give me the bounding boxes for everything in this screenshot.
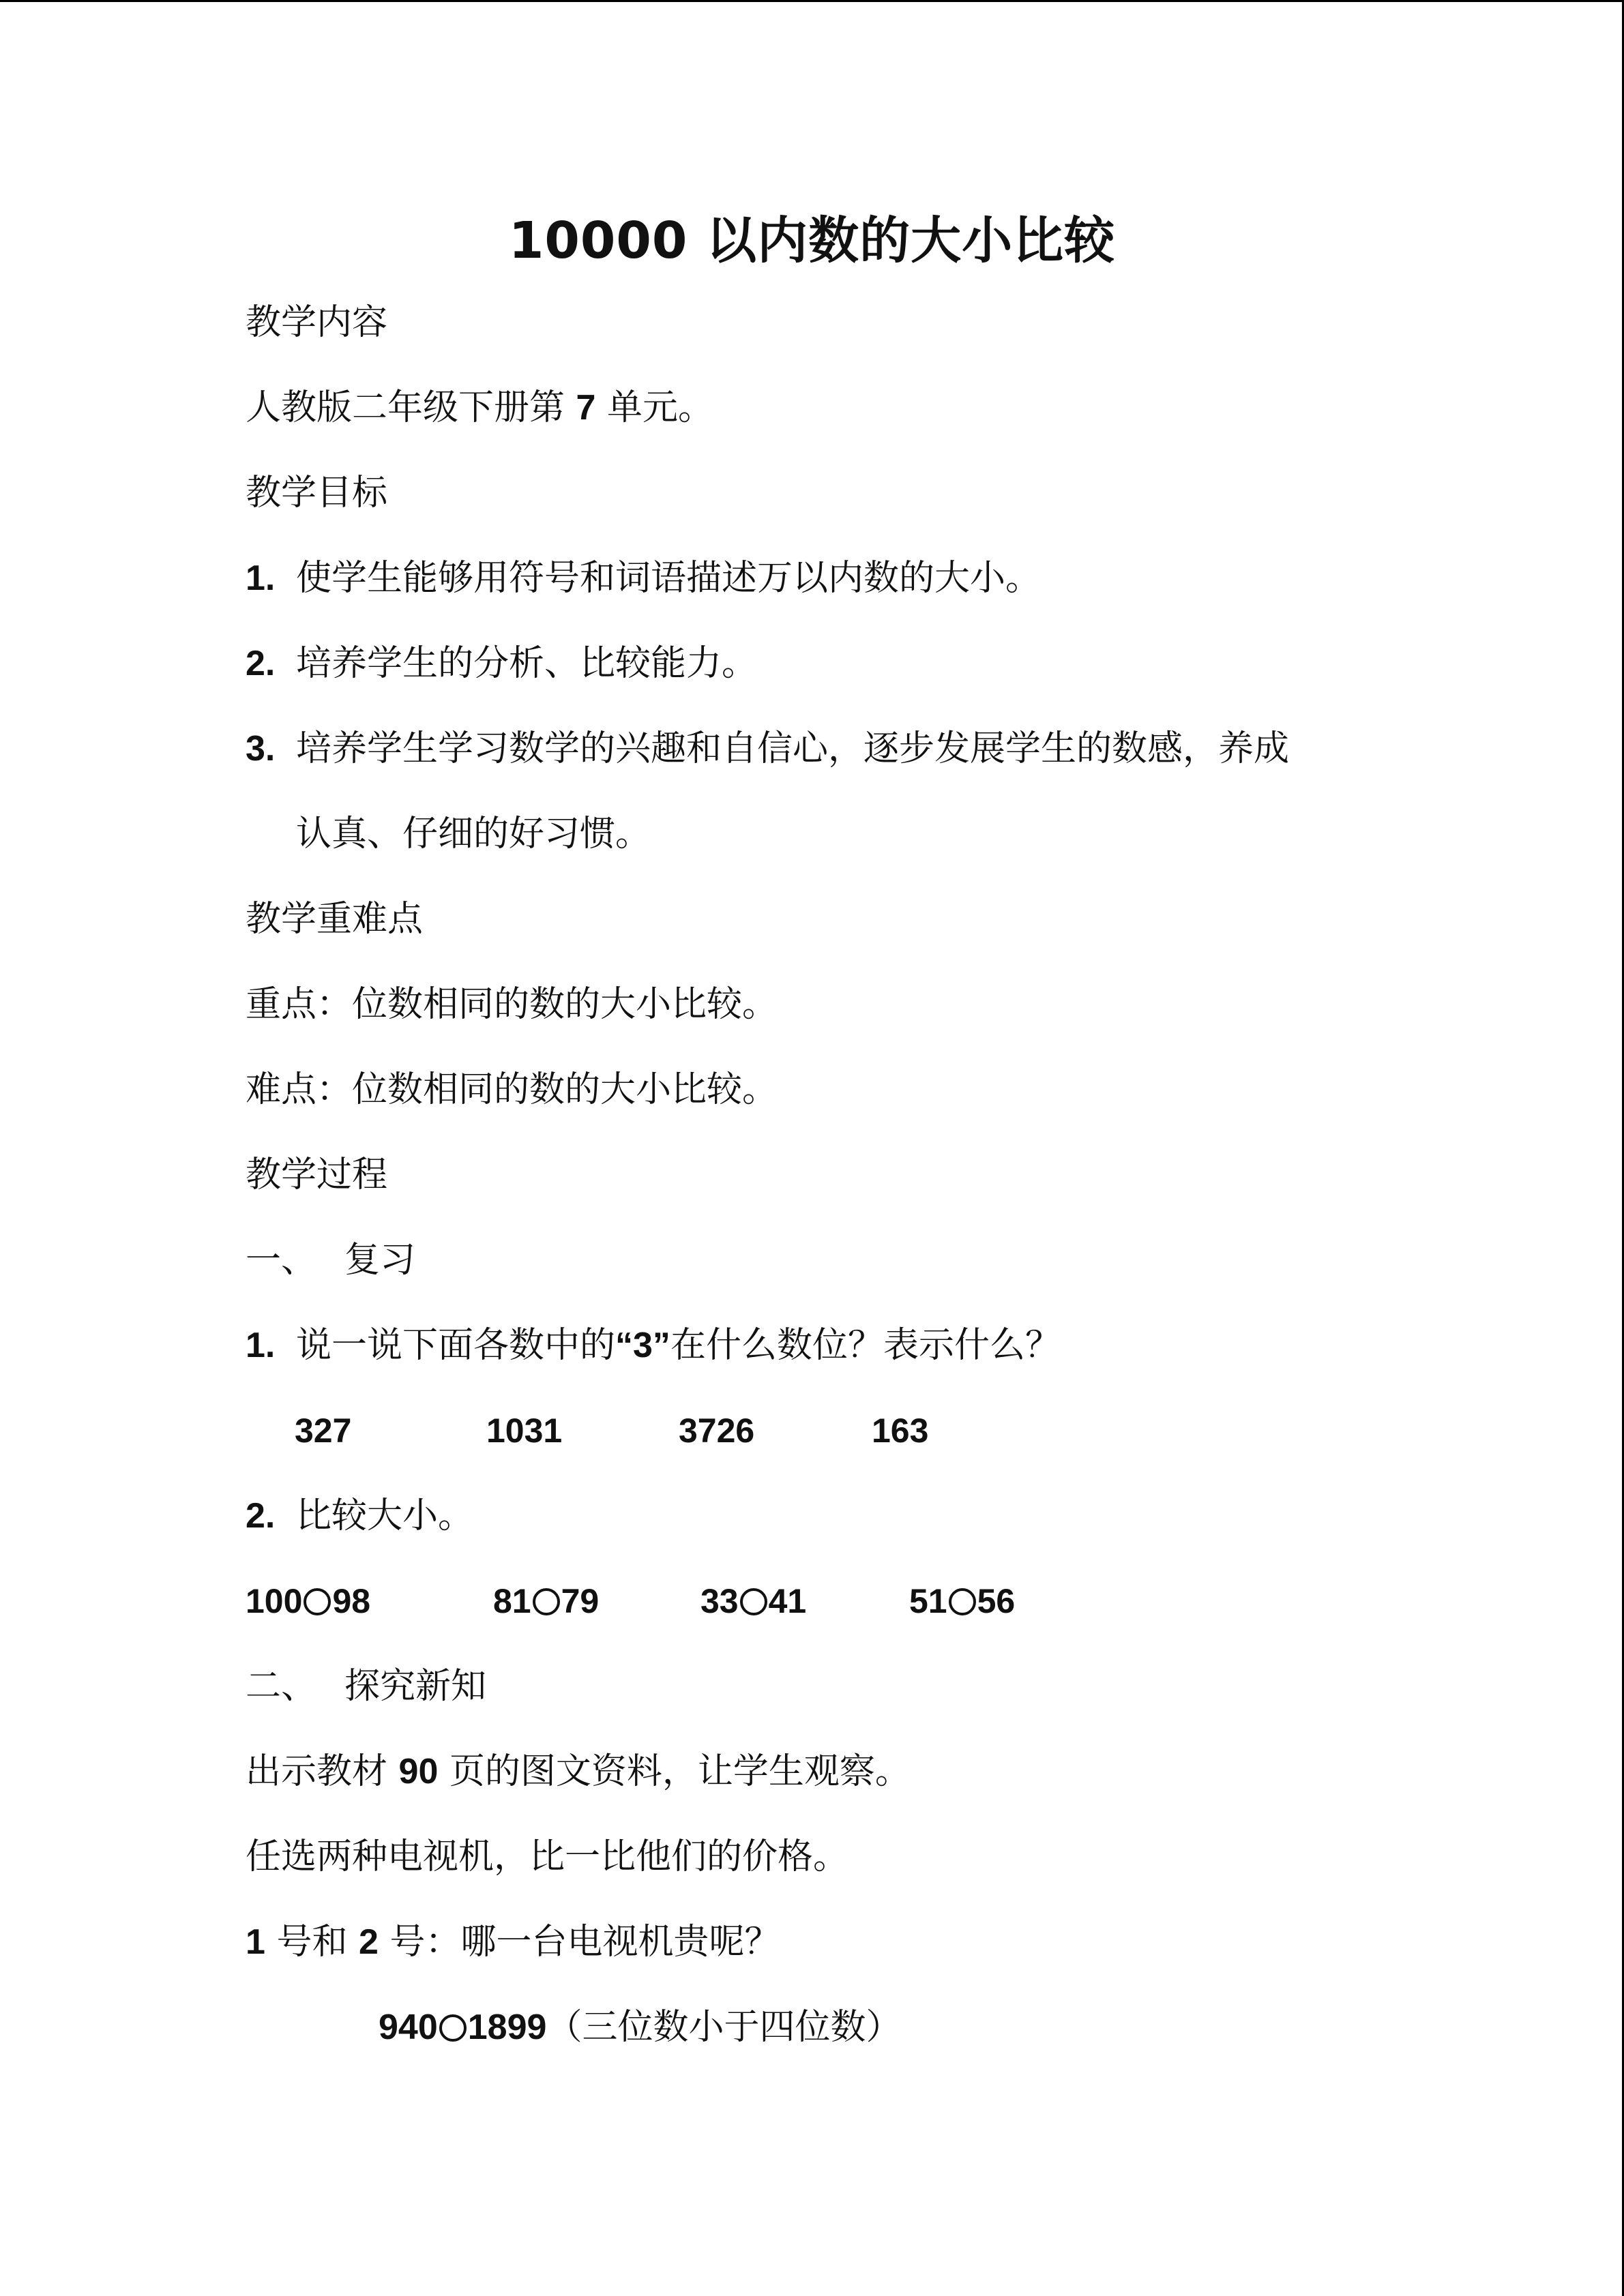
review-number: 1031 bbox=[486, 1412, 563, 1450]
review-number: 327 bbox=[295, 1412, 352, 1450]
comparison-left: 81 bbox=[493, 1582, 531, 1620]
blank-circle-icon bbox=[949, 1588, 976, 1615]
paragraph-text-a: 号和 bbox=[276, 1922, 348, 1963]
paragraph-text-b: 页的图文资料，让学生观察。 bbox=[449, 1751, 911, 1792]
document-title: 10000 以内数的大小比较 bbox=[508, 211, 1116, 270]
comparison-item bbox=[246, 1577, 370, 1625]
comparison-item bbox=[909, 1577, 1015, 1625]
unit-number: 7 bbox=[576, 388, 596, 428]
comparison-item bbox=[700, 1577, 806, 1625]
question-quoted-digit: “3” bbox=[615, 1326, 670, 1365]
comparison-right: 79 bbox=[561, 1582, 600, 1620]
comparison-left: 33 bbox=[700, 1582, 739, 1620]
comparison-item bbox=[493, 1577, 599, 1625]
tv-number-2: 2 bbox=[359, 1922, 379, 1962]
section-number: 一、 bbox=[246, 1240, 317, 1281]
paragraph-text-a: 出示教材 bbox=[246, 1751, 388, 1792]
teaching-content-text-b: 单元。 bbox=[607, 387, 714, 428]
heading-teaching-content: 教学内容 bbox=[246, 302, 388, 343]
question-number: 2. bbox=[246, 1496, 276, 1536]
goal-text: 培养学生学习数学的兴趣和自信心，逐步发展学生的数感，养成 bbox=[296, 728, 1290, 769]
review-question-1 bbox=[246, 1322, 1061, 1369]
difficult-point-text: 难点：位数相同的数的大小比较。 bbox=[246, 1069, 778, 1110]
price-comparison bbox=[379, 2003, 901, 2051]
heading-teaching-goals: 教学目标 bbox=[246, 473, 388, 513]
key-point-text: 重点：位数相同的数的大小比较。 bbox=[246, 984, 778, 1025]
heading-key-points: 教学重难点 bbox=[246, 899, 424, 940]
question-text-a: 说一说下面各数中的 bbox=[296, 1325, 616, 1366]
section-heading-explore bbox=[246, 1663, 486, 1710]
explore-paragraph-3 bbox=[246, 1918, 780, 1966]
comparison-right: 1899 bbox=[467, 2008, 547, 2047]
goal-number: 2. bbox=[246, 644, 276, 683]
comparison-left: 100 bbox=[246, 1582, 303, 1620]
section-number: 二、 bbox=[246, 1666, 317, 1707]
teaching-content-text-a: 人教版二年级下册第 bbox=[246, 387, 565, 428]
question-text: 比较大小。 bbox=[296, 1495, 474, 1536]
blank-circle-icon bbox=[439, 2014, 467, 2042]
section-heading-review bbox=[246, 1236, 415, 1284]
goal-number: 1. bbox=[246, 558, 276, 598]
comparison-right: 56 bbox=[977, 1582, 1016, 1620]
section-title: 探究新知 bbox=[344, 1666, 487, 1707]
page-number-ref: 90 bbox=[398, 1752, 439, 1791]
page-top-border bbox=[0, 0, 1624, 2]
blank-circle-icon bbox=[304, 1588, 331, 1615]
comparison-left: 51 bbox=[909, 1582, 947, 1620]
heading-teaching-process: 教学过程 bbox=[246, 1154, 388, 1195]
goal-text: 使学生能够用符号和词语描述万以内数的大小。 bbox=[296, 558, 1042, 599]
goal-item bbox=[246, 554, 1041, 602]
teaching-content-text bbox=[246, 384, 713, 432]
goal-item bbox=[246, 725, 1289, 773]
question-number: 1. bbox=[246, 1326, 276, 1365]
goal-number: 3. bbox=[246, 729, 276, 769]
goal-text: 培养学生的分析、比较能力。 bbox=[296, 643, 758, 684]
blank-circle-icon bbox=[533, 1588, 560, 1615]
goal-item bbox=[246, 640, 757, 687]
review-number: 163 bbox=[872, 1412, 929, 1450]
tv-number-1: 1 bbox=[246, 1922, 265, 1962]
comparison-note: （三位数小于四位数） bbox=[546, 2007, 902, 2048]
blank-circle-icon bbox=[740, 1588, 767, 1615]
comparison-right: 41 bbox=[768, 1582, 807, 1620]
section-title: 复习 bbox=[344, 1240, 416, 1281]
explore-paragraph-1 bbox=[246, 1748, 911, 1795]
paragraph-text-b: 号：哪一台电视机贵呢？ bbox=[389, 1922, 780, 1963]
review-question-2 bbox=[246, 1492, 473, 1540]
review-number: 3726 bbox=[679, 1412, 755, 1450]
question-text-b: 在什么数位？表示什么？ bbox=[670, 1325, 1061, 1366]
comparison-left: 940 bbox=[379, 2008, 438, 2047]
explore-paragraph-2: 任选两种电视机，比一比他们的价格。 bbox=[246, 1836, 849, 1877]
goal-text-continuation: 认真、仔细的好习惯。 bbox=[296, 814, 651, 854]
comparison-right: 98 bbox=[332, 1582, 371, 1620]
